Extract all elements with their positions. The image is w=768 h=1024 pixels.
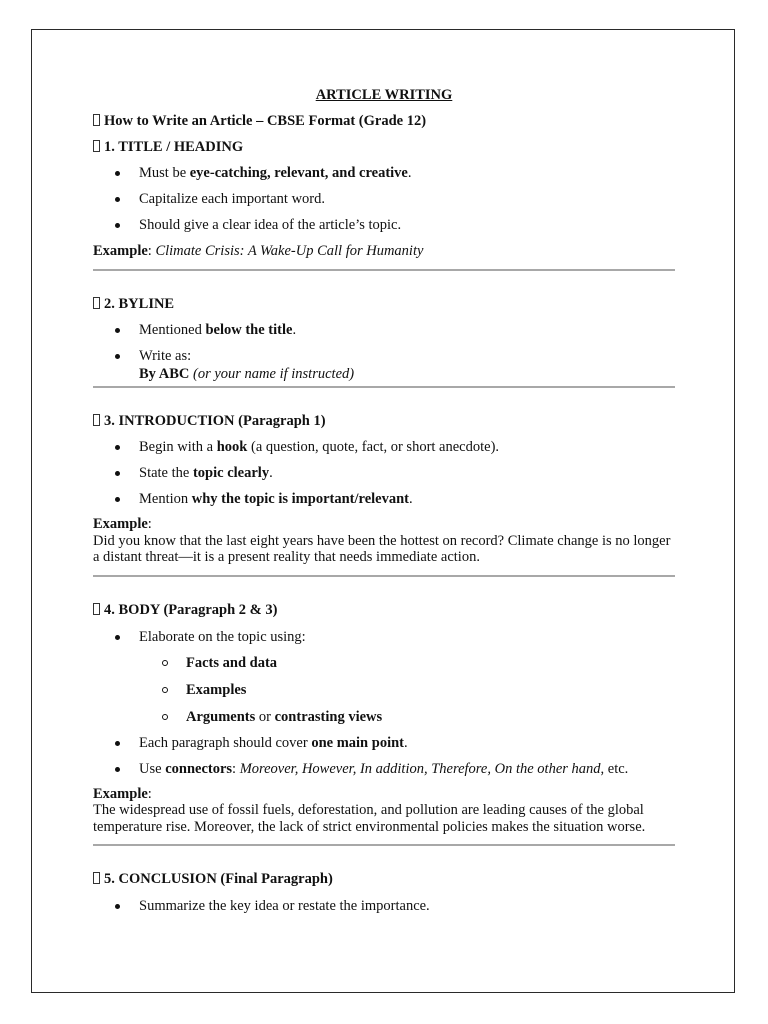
bullet-emphasis: hook <box>216 439 248 455</box>
circle-bullet-icon <box>162 687 168 693</box>
list-item <box>93 321 675 339</box>
missing-glyph-icon <box>93 140 100 152</box>
bullet-text: (a question, quote, fact, or short anecdote). <box>247 439 500 455</box>
missing-glyph-icon <box>93 297 100 309</box>
missing-glyph-icon <box>93 603 100 615</box>
list-item <box>93 760 675 778</box>
title-bullet-list <box>93 164 675 234</box>
bullet-icon <box>115 354 120 359</box>
conclusion-bullet-list <box>93 897 675 915</box>
list-item <box>93 734 675 752</box>
example-separator: : <box>147 243 156 259</box>
bullet-text: State the <box>139 465 193 481</box>
example-separator: : <box>147 516 152 532</box>
sub-bullet-text: or <box>255 708 275 725</box>
example-label-line <box>93 516 675 533</box>
bullet-text: Each paragraph should cover <box>139 734 312 751</box>
bullet-text: . <box>404 734 408 751</box>
connector-list: Moreover, However, In addition, Therefore, On the other hand <box>239 760 601 777</box>
missing-glyph-icon <box>93 414 100 426</box>
bullet-text: : <box>232 760 240 777</box>
bullet-emphasis: topic clearly <box>192 465 270 481</box>
example-label-line <box>93 786 675 803</box>
bullet-icon <box>115 635 120 640</box>
missing-glyph-icon <box>93 872 100 884</box>
bullet-text: . <box>292 322 297 338</box>
bullet-icon <box>115 171 120 176</box>
bullet-text: Mention <box>139 491 192 507</box>
bullet-emphasis: connectors <box>165 760 233 777</box>
bullet-icon <box>115 471 120 476</box>
section-heading-text: 3. INTRODUCTION (Paragraph 1) <box>104 413 326 429</box>
example-text: Climate Crisis: A Wake-Up Call for Humanity <box>155 243 424 259</box>
list-item <box>93 628 675 726</box>
list-item <box>93 164 675 182</box>
sub-list-item <box>139 654 675 672</box>
list-item <box>93 490 675 508</box>
byline-note: (or your name if instructed) <box>189 366 355 382</box>
bullet-text: , etc. <box>600 760 629 777</box>
example-paragraph: Did you know that the last eight years have been the hottest on record? Climate change is no longer a distant threat—it is a present reality that needs immediate action. <box>93 532 671 565</box>
subtitle-text: How to Write an Article – CBSE Format (Grade 12) <box>104 113 427 129</box>
section-heading-introduction <box>93 412 675 430</box>
body-bullet-list <box>93 628 675 778</box>
bullet-text: Capitalize each important word. <box>139 191 326 207</box>
sub-bullet-list <box>139 654 675 726</box>
bullet-text: Must be <box>139 165 190 181</box>
missing-glyph-icon <box>93 114 100 126</box>
sub-list-item <box>139 708 675 726</box>
bullet-text: Elaborate on the topic using: <box>139 628 306 645</box>
byline-example: By ABC <box>139 366 190 382</box>
sub-bullet-emphasis: Arguments <box>186 708 256 725</box>
section-heading-text: 1. TITLE / HEADING <box>104 139 244 155</box>
example-label: Example <box>93 785 148 802</box>
circle-bullet-icon <box>162 714 168 720</box>
example-line <box>93 242 675 260</box>
sub-bullet-emphasis: contrasting views <box>274 708 383 725</box>
section-heading-conclusion <box>93 870 675 888</box>
bullet-text: Write as: <box>139 348 192 364</box>
bullet-icon <box>115 197 120 202</box>
document-title: ARTICLE WRITING <box>315 87 453 103</box>
circle-bullet-icon <box>162 660 168 666</box>
section-heading-byline <box>93 295 675 313</box>
section-divider <box>93 575 675 577</box>
list-item <box>93 464 675 482</box>
list-item <box>93 190 675 208</box>
section-heading-text: 4. BODY (Paragraph 2 & 3) <box>104 601 278 618</box>
list-item <box>93 438 675 456</box>
section-divider <box>93 844 675 846</box>
document-subtitle <box>93 112 675 130</box>
bullet-text: Mentioned <box>139 322 206 338</box>
section-heading-text: 5. CONCLUSION (Final Paragraph) <box>104 871 333 887</box>
bullet-text: Should give a clear idea of the article’s topic. <box>139 217 402 233</box>
bullet-icon <box>115 767 120 772</box>
bullet-icon <box>115 904 120 909</box>
section-divider <box>93 269 675 271</box>
bullet-icon <box>115 223 120 228</box>
bullet-emphasis: below the title <box>205 322 293 338</box>
bullet-emphasis: why the topic is important/relevant <box>191 491 409 507</box>
bullet-emphasis: one main point <box>311 734 404 751</box>
bullet-text: . <box>269 465 273 481</box>
bullet-text: . <box>407 165 412 181</box>
section-divider <box>93 386 675 388</box>
bullet-text: Use <box>139 760 166 777</box>
list-item <box>93 216 675 234</box>
list-item <box>93 347 675 383</box>
sub-bullet-text: Facts and data <box>186 654 278 671</box>
section-heading-text: 2. BYLINE <box>104 296 175 312</box>
bullet-text: Begin with a <box>139 439 217 455</box>
bullet-emphasis: eye-catching, relevant, and creative <box>189 165 408 181</box>
bullet-text: Summarize the key idea or restate the importance. <box>139 898 430 914</box>
sub-bullet-text: Examples <box>186 681 247 698</box>
bullet-text: . <box>408 491 413 507</box>
bullet-icon <box>115 741 120 746</box>
introduction-bullet-list <box>93 438 675 508</box>
example-separator: : <box>147 785 152 802</box>
document-body <box>93 86 675 923</box>
section-heading-title <box>93 138 675 156</box>
section-heading-body <box>93 601 675 619</box>
list-item <box>93 897 675 915</box>
example-label: Example <box>93 516 148 532</box>
sub-list-item <box>139 681 675 699</box>
bullet-icon <box>115 328 120 333</box>
example-label: Example <box>93 243 148 259</box>
example-paragraph: The widespread use of fossil fuels, deforestation, and pollution are leading causes of the global temperature rise. Moreover, the lack of strict environmental policies makes the situation worse. <box>93 802 646 835</box>
bullet-icon <box>115 497 120 502</box>
bullet-icon <box>115 445 120 450</box>
byline-bullet-list <box>93 321 675 383</box>
